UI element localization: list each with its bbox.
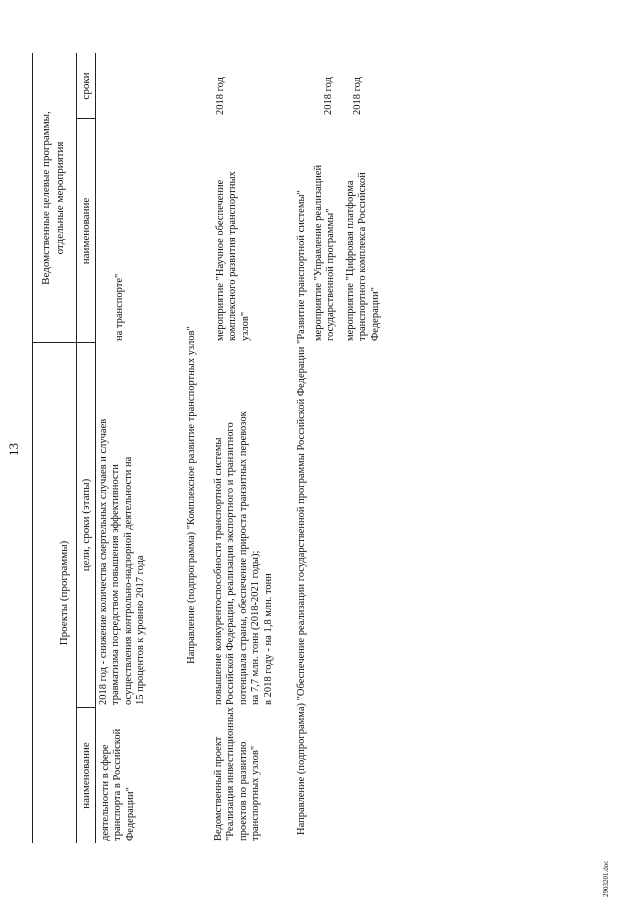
table-top-border <box>32 53 33 843</box>
header-col-program-name: наименование <box>80 197 92 265</box>
row2-name-line: транспортных узлов" <box>250 745 262 841</box>
row2-name-line: проектов по развитию <box>237 741 249 841</box>
row2-term: 2018 год <box>215 77 226 115</box>
row1-name <box>100 709 137 841</box>
row1-name-line: деятельности в сфере <box>100 744 111 841</box>
projects-subheader-line <box>76 343 77 843</box>
header-programs-line2: отдельные мероприятия <box>54 141 66 255</box>
row4-program-line: Федерации" <box>369 287 381 341</box>
section-title-program-implementation: Направление (подпрограмма) "Обеспечение реализации государственной программы Российской Федерации "Развитие транспортной системы" <box>296 190 307 835</box>
header-programs-line1: Ведомственные целевые программы, <box>40 111 52 285</box>
row1-program <box>114 121 126 341</box>
row1-name-line: Федерации" <box>124 787 136 841</box>
header-bottom-border <box>95 53 96 843</box>
row2-goals-line: в 2018 году - на 1,8 млн. тонн <box>262 573 274 705</box>
row1-name-line: транспорта в Российской <box>112 728 124 841</box>
row1-goals-line: осуществления контрольно-надзорной деятельности на <box>122 456 134 705</box>
row3-program-line: государственной программы" <box>325 208 337 341</box>
row3-term: 2018 год <box>323 77 334 115</box>
row2-program <box>215 121 252 341</box>
page-number: 13 <box>6 443 21 456</box>
row3-program-line: мероприятие "Управление реализацией <box>313 164 324 341</box>
row4-program-line: мероприятие "Цифровая платформа <box>345 180 356 341</box>
file-id: 2903201.doc <box>602 860 610 897</box>
row2-goals-line: на 7,7 млн. тонн (2018-2021 годы); <box>250 550 262 705</box>
row2-name-line: Ведомственный проект <box>213 736 224 841</box>
row1-goals-line: 2018 год - снижение количества смертельных случаев и случаев <box>98 418 109 705</box>
row2-program-line: узлов" <box>239 311 251 341</box>
programs-subheader-line <box>76 53 77 343</box>
row4-term: 2018 год <box>352 77 363 115</box>
row2-goals-line: потенциала страны, обеспечение прироста транзитных перевозок <box>237 411 249 705</box>
row2-name <box>213 705 263 841</box>
row2-goals <box>213 343 275 705</box>
row2-program-line: комплексного развития транспортных <box>227 171 239 341</box>
section-title-transport-hubs: Направление (подпрограмма) "Комплексное развитие транспортных узлов" <box>186 326 197 664</box>
header-col-goals: цели, сроки (этапы) <box>80 478 92 572</box>
row1-program-line: на транспорте" <box>114 273 125 341</box>
row2-program-line: мероприятие "Научное обеспечение <box>215 179 226 341</box>
row1-goals-line: 15 процентов к уровню 2017 года <box>135 555 147 705</box>
row4-program-line: транспортного комплекса Российской <box>357 172 369 341</box>
header-projects-group: Проекты (программы) <box>58 540 70 646</box>
row2-name-line: "Реализация инвестиционных <box>225 707 237 841</box>
row4-program <box>345 121 382 341</box>
row2-goals-line: повышение конкурентоспособности транспортной системы <box>213 437 224 705</box>
row2-goals-line: Российской Федерации, реализация экспортного и транзитного <box>225 422 237 705</box>
header-col-term: сроки <box>80 72 92 100</box>
row1-goals <box>98 343 148 705</box>
header-col-name: наименование <box>80 742 92 809</box>
row1-goals-line: травматизма посредством повышения эффективности <box>110 464 122 705</box>
row3-program <box>313 121 338 341</box>
